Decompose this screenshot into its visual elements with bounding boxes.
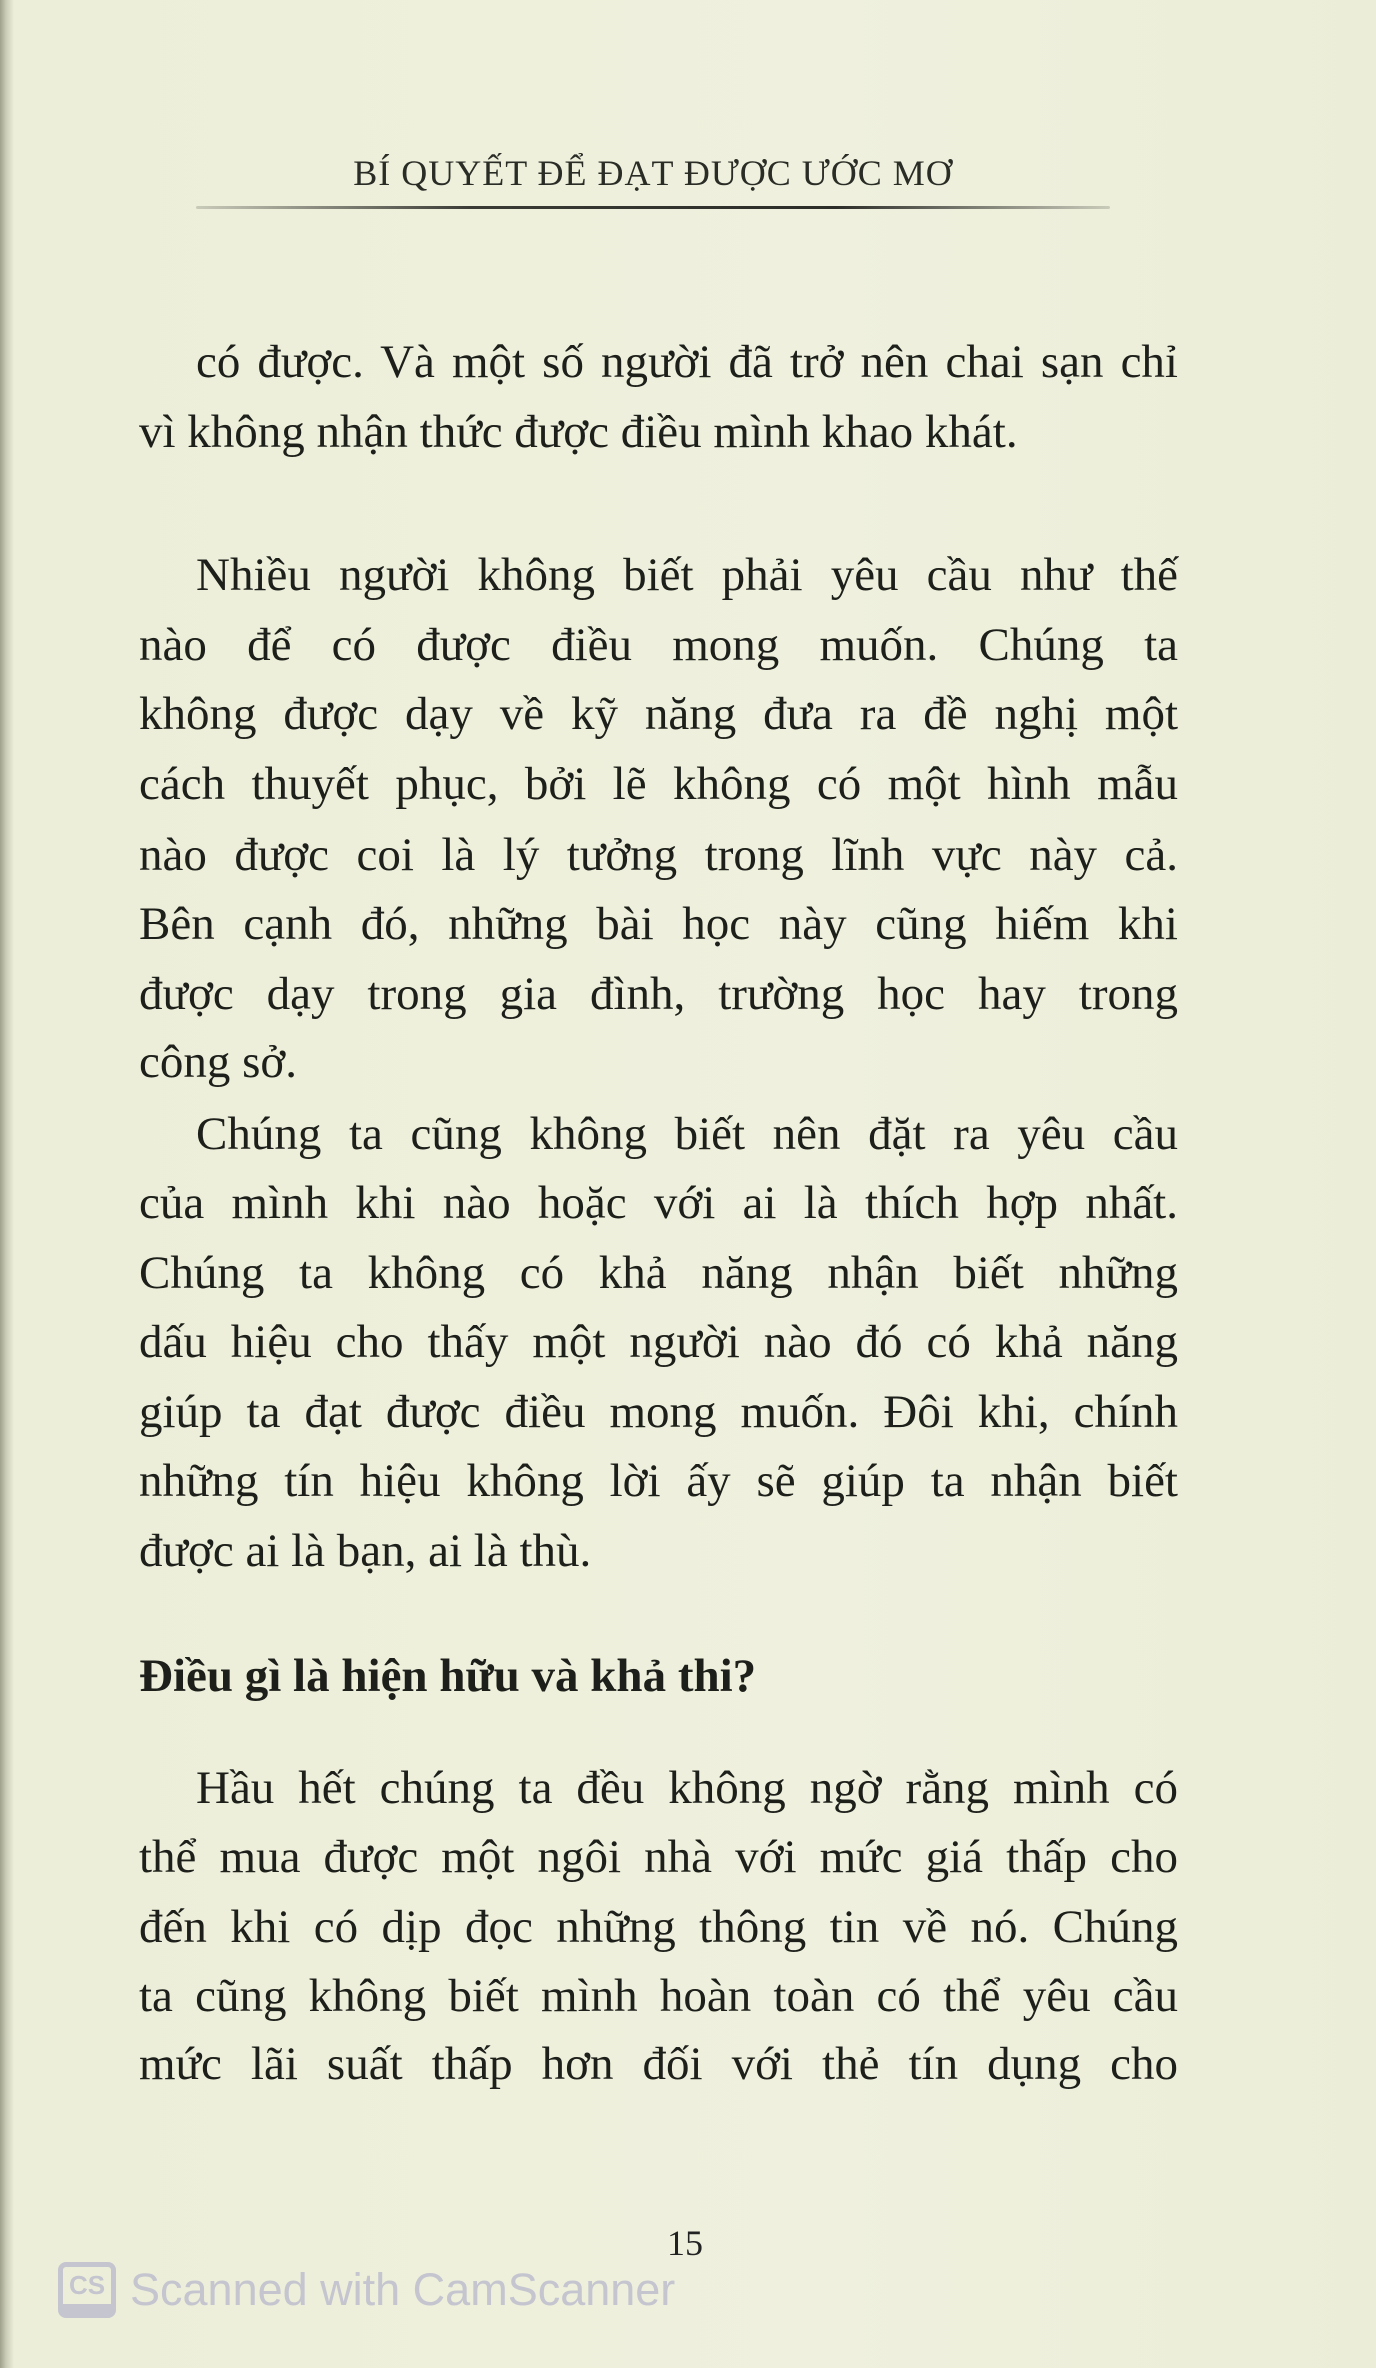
text-line: dấu hiệu cho thấy một người nào đó có khả năng bbox=[139, 1316, 1178, 1368]
watermark-text: Scanned with CamScanner bbox=[130, 2264, 676, 2315]
text-line: công sở. bbox=[139, 1036, 298, 1088]
text-line: có được. Và một số người đã trở nên chai sạn chỉ bbox=[196, 336, 1178, 388]
section-heading: Điều gì là hiện hữu và khả thi? bbox=[139, 1650, 757, 1702]
text-line: mức lãi suất thấp hơn đối với thẻ tín dụng cho bbox=[139, 2038, 1178, 2090]
text-line: được ai là bạn, ai là thù. bbox=[139, 1525, 592, 1577]
header-rule bbox=[196, 206, 1110, 209]
text-line: thể mua được một ngôi nhà với mức giá thấp cho bbox=[139, 1831, 1178, 1883]
text-line: những tín hiệu không lời ấy sẽ giúp ta nhận biết bbox=[139, 1455, 1178, 1507]
text-line: không được dạy về kỹ năng đưa ra đề nghị một bbox=[139, 688, 1178, 740]
text-line: vì không nhận thức được điều mình khao khát. bbox=[139, 406, 1018, 458]
text-line: ta cũng không biết mình hoàn toàn có thể yêu cầu bbox=[139, 1970, 1178, 2022]
camscanner-logo-icon: CS bbox=[58, 2262, 116, 2318]
text-line: nào để có được điều mong muốn. Chúng ta bbox=[139, 619, 1178, 671]
text-line: được dạy trong gia đình, trường học hay trong bbox=[139, 968, 1178, 1020]
page-number: 15 bbox=[667, 2223, 703, 2263]
text-line: Chúng ta cũng không biết nên đặt ra yêu cầu bbox=[196, 1108, 1178, 1160]
text-line: nào được coi là lý tưởng trong lĩnh vực này cả. bbox=[139, 829, 1178, 881]
running-header: BÍ QUYẾT ĐỂ ĐẠT ĐƯỢC ƯỚC MƠ bbox=[353, 153, 953, 193]
text-line: Nhiều người không biết phải yêu cầu như thế bbox=[196, 549, 1178, 601]
text-line: Hầu hết chúng ta đều không ngờ rằng mình có bbox=[196, 1762, 1178, 1814]
camscanner-watermark bbox=[58, 2262, 675, 2318]
text-line: đến khi có dịp đọc những thông tin về nó. Chúng bbox=[139, 1901, 1178, 1953]
text-line: của mình khi nào hoặc với ai là thích hợp nhất. bbox=[139, 1177, 1178, 1229]
text-line: Bên cạnh đó, những bài học này cũng hiếm khi bbox=[139, 898, 1178, 950]
text-line: giúp ta đạt được điều mong muốn. Đôi khi, chính bbox=[139, 1386, 1178, 1438]
text-line: Chúng ta không có khả năng nhận biết những bbox=[139, 1247, 1178, 1299]
text-line: cách thuyết phục, bởi lẽ không có một hình mẫu bbox=[139, 758, 1178, 810]
